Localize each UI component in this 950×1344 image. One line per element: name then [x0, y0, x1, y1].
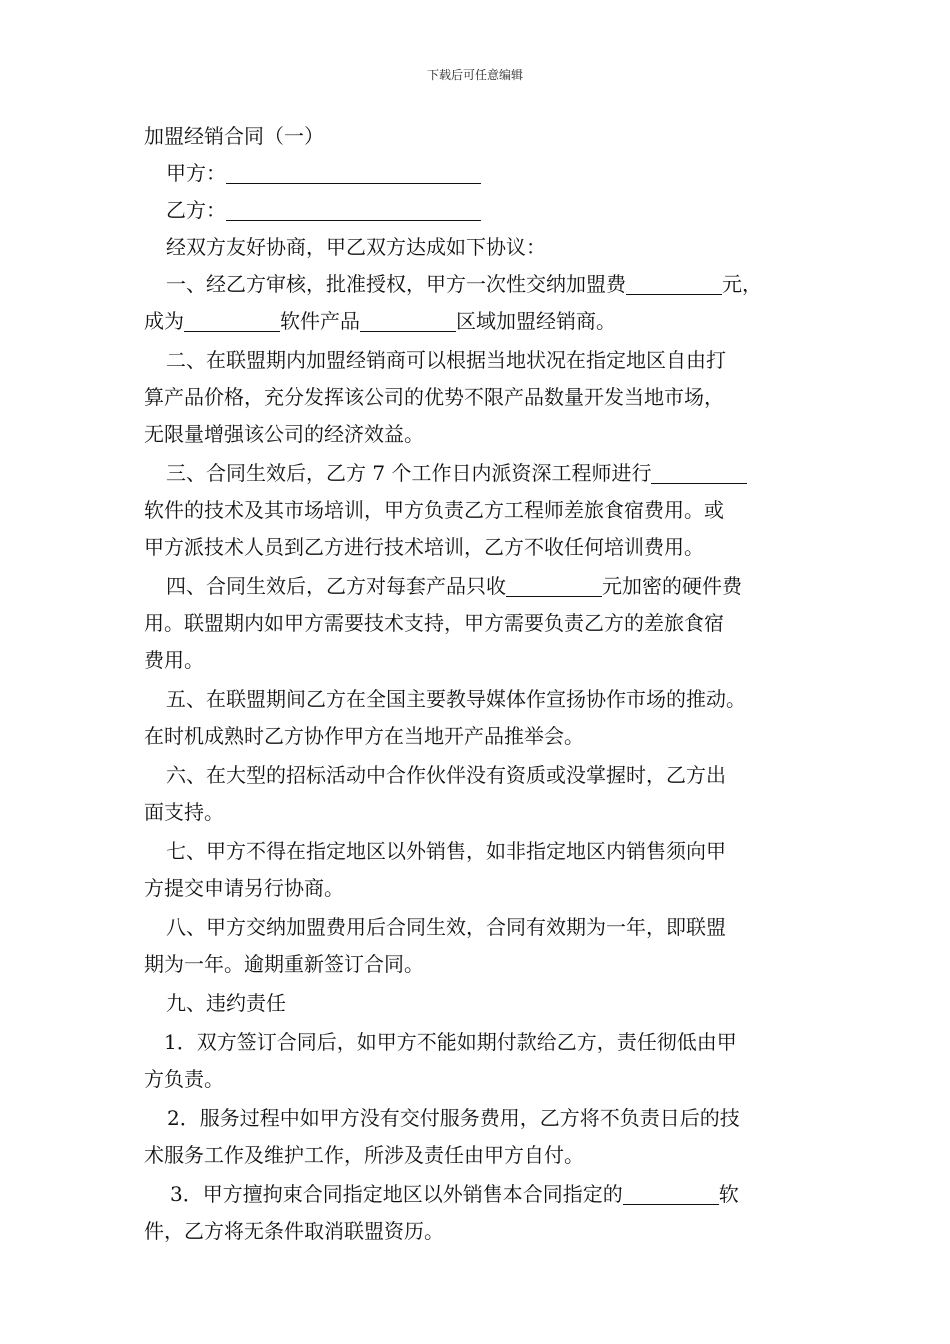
clause-1-line-2: [144, 303, 824, 340]
clause-2-line-2: 算产品价格，充分发挥该公司的优势不限产品数量开发当地市场，: [144, 385, 724, 409]
party-a-line: [144, 155, 824, 192]
clause-3-line-3: 甲方派技术人员到乙方进行技术培训，乙方不收任何培训费用。: [144, 535, 704, 559]
party-b-blank: [226, 198, 481, 221]
clause-9-1-line-1: 1．双方签订合同后，如甲方不能如期付款给乙方，责任彻低由甲: [164, 1030, 737, 1054]
clause-5-line-1: 五、在联盟期间乙方在全国主要教导媒体作宣扬协作市场的推动。: [166, 687, 746, 711]
clause-9-3-text-a: 3．甲方擅拘束合同指定地区以外销售本合同指定的: [170, 1182, 623, 1206]
hardware-fee-blank: [506, 574, 602, 597]
page-header-note: 下载后可任意编辑: [426, 68, 523, 82]
clause-1-text-b: 元，: [722, 272, 762, 296]
contract-body: [144, 118, 824, 1250]
party-a-label: 甲方：: [166, 161, 226, 185]
clause-9-3-line-2: 件，乙方将无条件取消联盟资历。: [144, 1219, 444, 1243]
clause-5-line-2: 在时机成熟时乙方协作甲方在当地开产品推举会。: [144, 724, 584, 748]
clause-4-text-b: 元加密的硬件费: [602, 574, 742, 598]
training-software-blank: [651, 461, 747, 484]
clause-1-line-1: [144, 266, 824, 303]
clause-1-text-a: 一、经乙方审核，批准授权，甲方一次性交纳加盟费: [166, 272, 626, 296]
clause-9-3-line-1: [144, 1176, 824, 1213]
clause-4-text-a: 四、合同生效后，乙方对每套产品只收: [166, 574, 506, 598]
clause-1-text-d: 软件产品: [280, 309, 360, 333]
clause-2-line-3: 无限量增强该公司的经济效益。: [144, 422, 424, 446]
clause-7-line-2: 方提交申请另行协商。: [144, 876, 344, 900]
party-b-label: 乙方：: [166, 198, 226, 222]
clause-8-line-1: 八、甲方交纳加盟费用后合同生效，合同有效期为一年，即联盟: [166, 915, 726, 939]
clause-9-1-line-2: 方负责。: [144, 1067, 224, 1091]
clause-4-line-1: [144, 568, 824, 605]
clause-1-text-e: 区域加盟经销商。: [456, 309, 616, 333]
designated-software-blank: [623, 1182, 719, 1205]
clause-3-text-a: 三、合同生效后，乙方 7 个工作日内派资深工程师进行: [166, 461, 652, 485]
clause-9-3-text-b: 软: [718, 1182, 739, 1206]
clause-8-line-2: 期为一年。逾期重新签订合同。: [144, 952, 424, 976]
clause-7-line-1: 七、甲方不得在指定地区以外销售，如非指定地区内销售须向甲: [166, 839, 726, 863]
clause-3-line-2: 软件的技术及其市场培训，甲方负责乙方工程师差旅食宿费用。或: [144, 498, 724, 522]
clause-3-line-1: [144, 455, 824, 492]
clause-6-line-1: 六、在大型的招标活动中合作伙伴没有资质或没掌握时，乙方出: [166, 763, 726, 787]
clause-4-line-2: 用。联盟期内如甲方需要技术支持，甲方需要负责乙方的差旅食宿: [144, 611, 724, 635]
party-b-line: [144, 192, 824, 229]
clause-9-heading: 九、违约责任: [166, 991, 286, 1015]
clause-9-2-line-2: 术服务工作及维护工作，所涉及责任由甲方自付。: [144, 1143, 584, 1167]
software-blank: [184, 309, 280, 332]
clause-6-line-2: 面支持。: [144, 800, 224, 824]
intro-text: 经双方友好协商，甲乙双方达成如下协议：: [166, 235, 546, 259]
region-blank: [360, 309, 456, 332]
fee-blank: [626, 272, 722, 295]
party-a-blank: [226, 161, 481, 184]
contract-title: 加盟经销合同（一）: [144, 124, 324, 148]
clause-1-text-c: 成为: [144, 309, 184, 333]
clause-9-2-line-1: 2．服务过程中如甲方没有交付服务费用，乙方将不负责日后的技: [167, 1106, 740, 1130]
clause-4-line-3: 费用。: [144, 648, 204, 672]
clause-2-line-1: 二、在联盟期内加盟经销商可以根据当地状况在指定地区自由打: [166, 348, 726, 372]
